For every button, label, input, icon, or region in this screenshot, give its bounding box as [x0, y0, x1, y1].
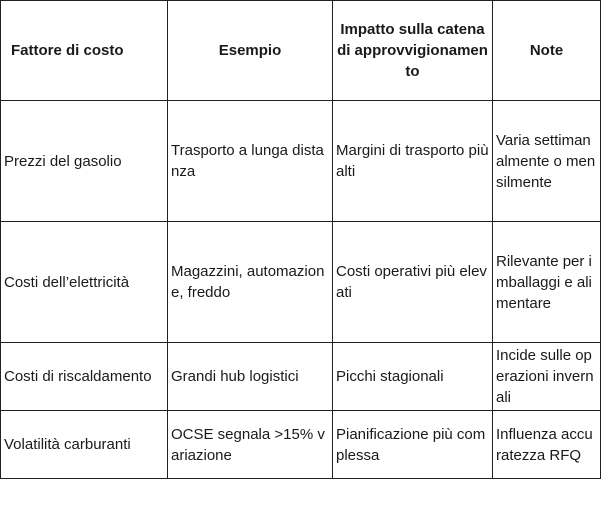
cell-impact: Pianificazione più complessa	[333, 411, 493, 479]
header-example: Esempio	[168, 1, 333, 101]
cell-cost-factor: Costi dell’elettricità	[1, 222, 168, 343]
cell-example: OCSE segnala >15% variazione	[168, 411, 333, 479]
table-row	[1, 101, 601, 222]
cell-impact: Costi operativi più elevati	[333, 222, 493, 343]
cell-example: Trasporto a lunga distanza	[168, 101, 333, 222]
cell-example: Grandi hub logistici	[168, 343, 333, 411]
header-notes: Note	[493, 1, 601, 101]
header-cost-factor: Fattore di costo	[1, 1, 168, 101]
table-row	[1, 222, 601, 343]
cell-cost-factor: Costi di riscaldamento	[1, 343, 168, 411]
cell-cost-factor: Prezzi del gasolio	[1, 101, 168, 222]
table-header-row	[1, 1, 601, 101]
cell-impact: Margini di trasporto più alti	[333, 101, 493, 222]
table-row	[1, 411, 601, 479]
table-row	[1, 343, 601, 411]
cell-notes: Varia settimanalmente o mensilmente	[493, 101, 601, 222]
cell-notes: Rilevante per imballaggi e alimentare	[493, 222, 601, 343]
cell-example: Magazzini, automazione, freddo	[168, 222, 333, 343]
cell-impact: Picchi stagionali	[333, 343, 493, 411]
cell-cost-factor: Volatilità carburanti	[1, 411, 168, 479]
cell-notes: Incide sulle operazioni invernali	[493, 343, 601, 411]
header-supply-chain-impact: Impatto sulla catena di approvvigionamento	[333, 1, 493, 101]
cell-notes: Influenza accuratezza RFQ	[493, 411, 601, 479]
